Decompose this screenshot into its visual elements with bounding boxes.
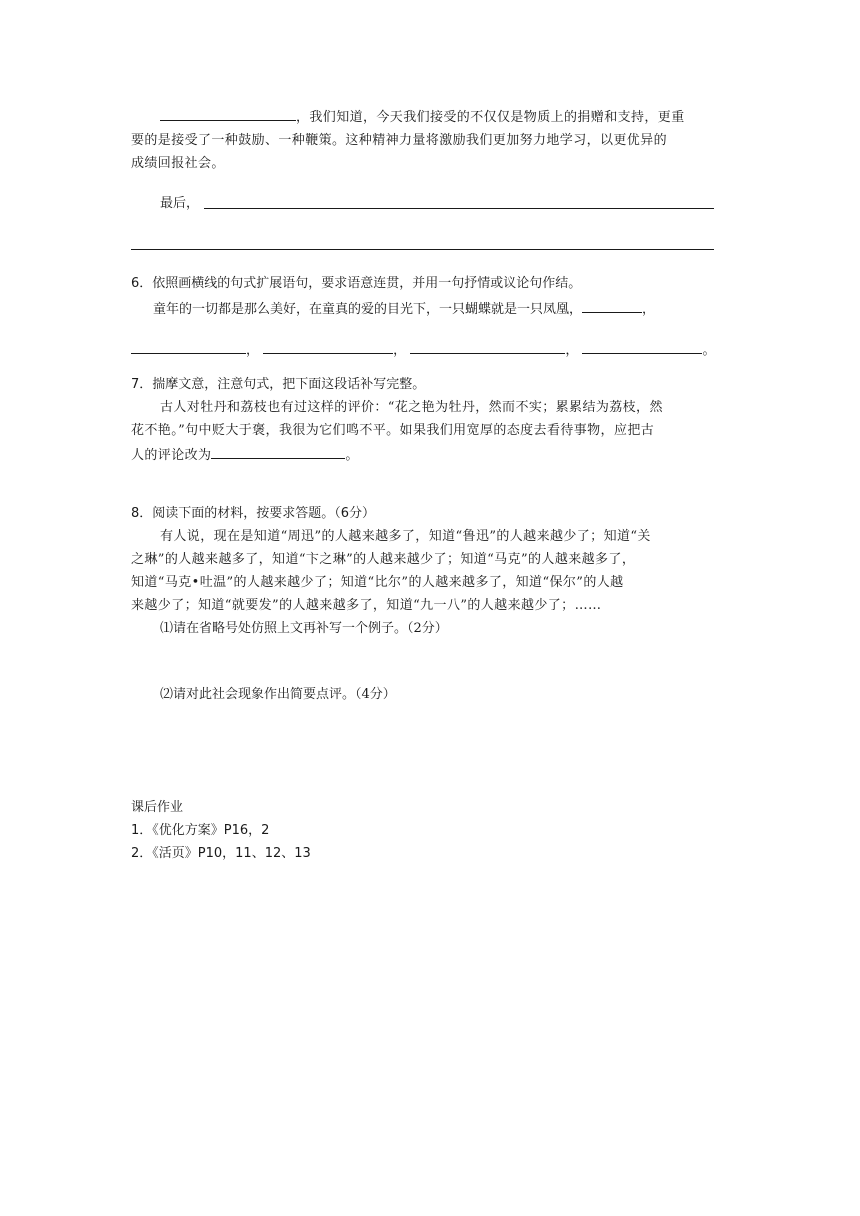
- punctuation: ，: [565, 343, 579, 358]
- punctuation: 。: [702, 343, 716, 358]
- question-6-title: 6．依照画横线的句式扩展语句，要求语意连贯，并用一句抒情或议论句作结。: [131, 276, 582, 291]
- question-8-line-4: 来越少了；知道“就要发”的人越来越多了，知道“九一八”的人越来越少了；……: [131, 598, 602, 613]
- answer-blank[interactable]: [263, 339, 393, 354]
- answer-blank[interactable]: [131, 339, 246, 354]
- question-7-title: 7．揣摩文意，注意句式，把下面这段话补写完整。: [131, 377, 426, 392]
- punctuation: ，: [642, 302, 656, 317]
- question-8-sub-1: ⑴请在省略号处仿照上文再补写一个例子。（2分）: [160, 621, 448, 636]
- intro-line-2: 要的是接受了一种鼓励、一种鞭策。这种精神力量将激励我们更加努力地学习，以更优异的: [131, 133, 668, 148]
- answer-blank[interactable]: [410, 339, 565, 354]
- question-7-text: 人的评论改为: [131, 448, 212, 463]
- question-8-line-3: 知道“马克•吐温”的人越来越少了；知道“比尔”的人越来越多了，知道“保尔”的人越: [131, 575, 624, 590]
- intro-line-1: [160, 106, 685, 128]
- question-6-text: 童年的一切都是那么美好，在童真的爱的目光下，一只蝴蝶就是一只凤凰，: [153, 302, 583, 317]
- punctuation: ，: [393, 343, 407, 358]
- homework-item: 2．《活页》P10，11、12、13: [131, 846, 311, 861]
- answer-line[interactable]: [131, 249, 714, 250]
- question-7-line-1: 古人对牡丹和荔枝也有过这样的评价：“花之艳为牡丹，然而不实；累累结为荔枝，然: [160, 400, 663, 415]
- answer-blank[interactable]: [211, 444, 345, 459]
- homework-title: 课后作业: [131, 800, 184, 815]
- punctuation: 。: [345, 448, 359, 463]
- question-6-blanks: [131, 339, 715, 361]
- last-label: 最后，: [160, 196, 200, 211]
- question-8-sub-2: ⑵请对此社会现象作出简要点评。（4分）: [160, 687, 396, 702]
- intro-line-3: 成绩回报社会。: [131, 156, 225, 171]
- question-6-body: [153, 298, 655, 320]
- answer-blank[interactable]: [582, 339, 702, 354]
- question-8-title: 8．阅读下面的材料，按要求答题。（6分）: [131, 506, 376, 521]
- answer-blank[interactable]: [582, 298, 642, 313]
- intro-text: ，我们知道，今天我们接受的不仅仅是物质上的捐赠和支持，更重: [296, 110, 685, 125]
- punctuation: ，: [246, 343, 260, 358]
- answer-blank[interactable]: [160, 106, 296, 121]
- answer-line[interactable]: [204, 208, 714, 209]
- homework-item: 1．《优化方案》P16，2: [131, 823, 270, 838]
- question-8-line-1: 有人说，现在是知道“周迅”的人越来越多了，知道“鲁迅”的人越来越少了；知道“关: [160, 529, 651, 544]
- question-7-line-3: [131, 444, 358, 466]
- question-7-line-2: 花不艳。”句中贬大于褒，我很为它们鸣不平。如果我们用宽厚的态度去看待事物，应把古: [131, 423, 655, 438]
- question-8-line-2: 之琳”的人越来越多了，知道“卞之琳”的人越来越少了；知道“马克”的人越来越多了，: [131, 552, 636, 567]
